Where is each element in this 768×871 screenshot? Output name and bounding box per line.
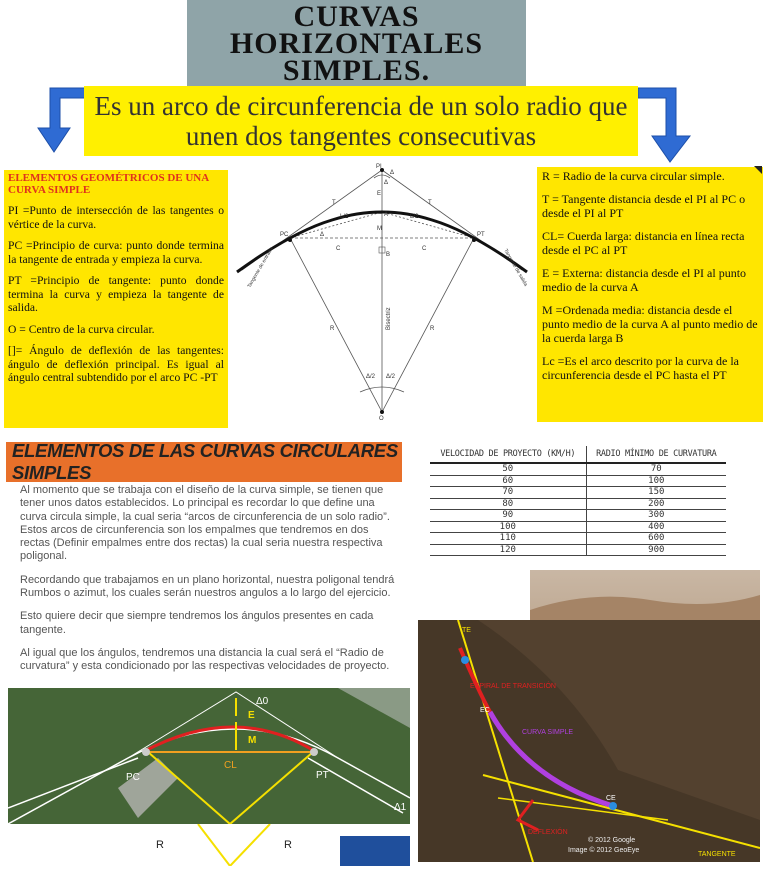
label-r-left: R — [330, 326, 335, 332]
aerial-label-pt: PT — [316, 770, 329, 781]
cell-speed: 80 — [430, 498, 586, 510]
aerial-label-tangente: TANGENTE — [698, 851, 736, 858]
table-row — [430, 463, 726, 475]
label-b: B — [386, 252, 391, 258]
left-arrow-icon — [28, 86, 92, 156]
table-row — [430, 533, 726, 545]
definition-text: Es un arco de circunferencia de un solo radio que unen dos tangentes consecutivas — [94, 91, 628, 151]
paragraph-3: Esto quiere decir que siempre tendremos los ángulos presentes en cada tangente. — [20, 610, 374, 636]
definition-lc: Lc =Es el arco descrito por la curva de la circunferencia desde el PC hasta el PT — [542, 354, 740, 382]
cell-speed: 60 — [430, 475, 586, 487]
label-o: O — [379, 416, 384, 422]
label-delta-top2: Δ — [384, 180, 389, 186]
label-bisectriz: Bisectriz — [386, 307, 392, 330]
definition-pc: PC =Principio de curva: punto donde termina la tangente de entrada y empieza la curva. — [8, 239, 224, 266]
aerial-label-e: E — [248, 710, 255, 721]
label-tangente-entrada: Tangente de entrada — [246, 246, 275, 289]
cell-radius: 900 — [586, 544, 726, 556]
definition-delta: []= Ángulo de deflexión de las tangentes: ángulo de deflexión principal. Es igual al ángulo central subtendido por el arco PC -PT — [8, 344, 224, 384]
label-t-right: T — [428, 200, 432, 206]
definition-pi: PI =Punto de intersección de las tangentes o vértice de la curva. — [8, 204, 224, 231]
definition-pt: PT =Principio de tangente: punto donde termina la curva y empieza la tangente de salida. — [8, 274, 224, 314]
table-row — [430, 475, 726, 487]
geometric-elements-panel — [4, 170, 228, 428]
corner-mark — [754, 166, 762, 174]
cell-speed: 90 — [430, 510, 586, 522]
cell-radius: 200 — [586, 498, 726, 510]
aerial-label-m: M — [248, 735, 257, 746]
label-chord-left: C — [336, 246, 341, 252]
cell-speed: 110 — [430, 533, 586, 545]
aerial-label-r-right: R — [284, 839, 292, 851]
definition-r: R = Radio de la curva circular simple. — [542, 169, 725, 183]
header-radius: RADIO MÍNIMO DE CURVATURA — [586, 446, 726, 463]
body-text — [20, 484, 400, 684]
paragraph-1: Al momento que se trabaja con el diseño de la curva simple, se tienen que tener unos datos establecidos. Lo principal es recordar lo que define una curva circula simple, la cual seria “arcos de circunferencia de un solo radio”. Estos arcos de circunferencia son los empalmes que tendremos en dos rectas (Definir empalmes entre dos rectas) la cual seria nuestra respectiva poligonal. — [20, 484, 390, 563]
aerial-label-r-left: R — [156, 839, 164, 851]
paragraph-4: Al igual que los ángulos, tendremos una distancia la cual será el “Radio de curvatura” y esta condicionado por las respectivas velocidades de proyecto. — [20, 646, 390, 673]
aerial-label-pc: PC — [126, 772, 140, 783]
aerial-label-curva: CURVA SIMPLE — [522, 729, 574, 736]
label-a: A — [384, 212, 389, 218]
speed-radius-table — [430, 446, 726, 556]
cell-speed: 50 — [430, 463, 586, 475]
label-e: E — [377, 191, 382, 197]
cell-speed: 70 — [430, 487, 586, 499]
definition-e: E = Externa: distancia desde el PI al punto medio de la curva A — [542, 266, 747, 294]
panel-heading: ELEMENTOS GEOMÉTRICOS DE UNA CURVA SIMPLE — [8, 172, 209, 196]
aerial-copyright-1: © 2012 Google — [588, 837, 636, 844]
aerial-label-ce: CE — [606, 795, 616, 802]
table-row — [430, 544, 726, 556]
curve-geometry-diagram — [232, 160, 532, 422]
label-tangente-salida: Tangente de salida — [502, 248, 529, 288]
aerial-label-espiral: ESPIRAL DE TRANSICIÓN — [470, 683, 556, 690]
aerial-photo-transition — [418, 620, 760, 862]
cell-radius: 70 — [586, 463, 726, 475]
aerial-label-deflexion: DEFLEXIÓN — [528, 829, 568, 836]
label-half-delta-left: Δ/2 — [366, 374, 376, 380]
label-half-right: L/2 — [410, 214, 419, 220]
aerial-photo-curve — [8, 688, 410, 824]
label-m: M — [377, 226, 382, 232]
header-speed: VELOCIDAD DE PROYECTO (KM/H) — [430, 446, 586, 463]
definition-box — [84, 86, 638, 156]
section-title: ELEMENTOS DE LAS CURVAS CIRCULARES SIMPLES — [12, 440, 398, 483]
title-box — [187, 0, 526, 86]
paragraph-2: Recordando que trabajamos en un plano horizontal, nuestra poligonal tendrá Rumbos o azimut, los cuales serán nuestros angulos a lo largo del ejercicio. — [20, 573, 395, 600]
table-row — [430, 510, 726, 522]
element-definitions-panel — [537, 167, 763, 422]
label-half-left: L/2 — [340, 214, 349, 220]
section-title-bar — [6, 442, 402, 482]
definition-m: M =Ordenada media: distancia desde el punto medio de la curva A al punto medio de la cuerda larga B — [542, 303, 758, 345]
cell-radius: 100 — [586, 475, 726, 487]
aerial-label-te: TE — [462, 627, 471, 634]
cell-radius: 300 — [586, 510, 726, 522]
table-header-row — [430, 446, 726, 463]
cell-radius: 150 — [586, 487, 726, 499]
definition-t: T = Tangente distancia desde el PI al PC o desde el PI al PT — [542, 192, 746, 220]
label-delta-top: Δ — [390, 170, 395, 176]
table-row — [430, 498, 726, 510]
label-pi: PI — [376, 164, 382, 170]
logo-fragment — [340, 836, 410, 866]
label-chord-right: C — [422, 246, 427, 252]
cell-radius: 600 — [586, 533, 726, 545]
cell-radius: 400 — [586, 521, 726, 533]
label-t-left: T — [332, 200, 336, 206]
aerial-label-ec: EC — [480, 707, 490, 714]
definition-o: O = Centro de la curva circular. — [8, 322, 155, 336]
cell-speed: 120 — [430, 544, 586, 556]
table-row — [430, 521, 726, 533]
label-pc: PC — [280, 232, 289, 238]
right-arrow-icon — [636, 86, 700, 166]
aerial-label-delta1: Δ1 — [394, 802, 407, 813]
aerial-label-cl: CL — [224, 760, 237, 771]
page-title: CURVAS HORIZONTALES SIMPLES. — [229, 0, 484, 87]
label-delta: Δ — [320, 232, 325, 238]
aerial-label-delta0: Δ0 — [256, 696, 269, 707]
label-half-delta-right: Δ/2 — [386, 374, 396, 380]
label-r-right: R — [430, 326, 435, 332]
table-row — [430, 487, 726, 499]
aerial-copyright-2: Image © 2012 GeoEye — [568, 847, 640, 854]
cell-speed: 100 — [430, 521, 586, 533]
label-pt: PT — [477, 232, 485, 238]
definition-cl: CL= Cuerda larga: distancia en línea recta desde el PC al PT — [542, 229, 745, 257]
